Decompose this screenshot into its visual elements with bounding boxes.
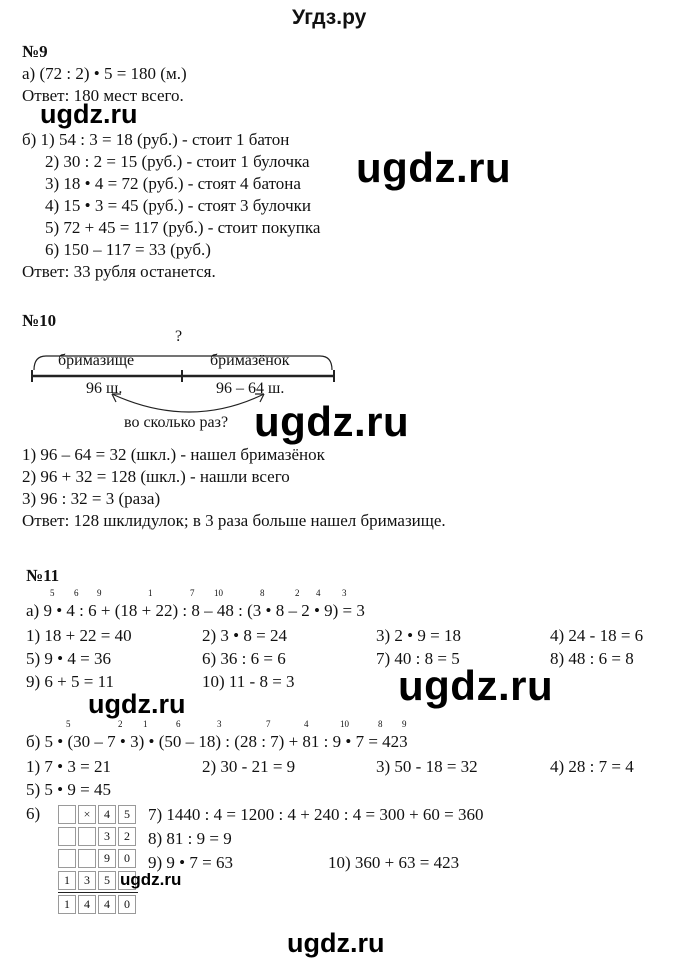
order-number: 9: [97, 588, 102, 598]
grid-cell: 2: [118, 827, 136, 846]
grid-cell: 4: [98, 895, 116, 914]
grid-cell: 4: [98, 805, 116, 824]
task9-title: №9: [22, 42, 48, 61]
site-header: Угдз.ру: [292, 6, 367, 29]
step: 2) 30 - 21 = 9: [202, 757, 296, 776]
step: 10) 11 - 8 = 3: [202, 672, 295, 691]
order-number: 3: [342, 588, 347, 598]
step: 8) 81 : 9 = 9: [148, 829, 232, 848]
order-number: 1: [148, 588, 153, 598]
step: 3) 50 - 18 = 32: [376, 757, 478, 776]
step: 2) 3 • 8 = 24: [202, 626, 287, 645]
watermark: ugdz.ru: [40, 99, 138, 129]
step: 9) 6 + 5 = 11: [26, 672, 114, 691]
grid-cell: [58, 827, 76, 846]
watermark: ugdz.ru: [120, 870, 182, 889]
grid-cell: ×: [78, 805, 96, 824]
order-number: 4: [316, 588, 321, 598]
task11-title: №11: [26, 566, 60, 585]
order-number: 6: [74, 588, 79, 598]
step: 6) 36 : 6 = 6: [202, 649, 286, 668]
grid-cell: [58, 805, 76, 824]
diagram-right-value: 96 – 64 ш.: [216, 380, 285, 397]
order-number: 10: [340, 719, 349, 729]
step: 9) 9 • 7 = 63: [148, 853, 233, 872]
grid-cell: 0: [118, 849, 136, 868]
task10-line: 1) 96 – 64 = 32 (шкл.) - нашел бримазёнок: [22, 445, 325, 464]
step: 1) 7 • 3 = 21: [26, 757, 111, 776]
diagram-arrow-label: во сколько раз?: [124, 414, 229, 431]
order-number: 10: [214, 588, 223, 598]
grid-cell: 1: [58, 871, 76, 890]
grid-cell: [58, 849, 76, 868]
task9-line: б) 1) 54 : 3 = 18 (руб.) - стоит 1 батон: [22, 130, 290, 149]
grid-cell: [78, 849, 96, 868]
task9-line: 2) 30 : 2 = 15 (руб.) - стоит 1 булочка: [45, 152, 310, 171]
diagram-left-value: 96 ш.: [86, 380, 123, 397]
step: 5) 9 • 4 = 36: [26, 649, 111, 668]
multiplication-grid: [58, 805, 140, 917]
order-number: 5: [66, 719, 71, 729]
grid-cell: 4: [78, 895, 96, 914]
grid-cell: 1: [58, 895, 76, 914]
grid-cell: 5: [118, 805, 136, 824]
order-number: 8: [378, 719, 383, 729]
task10-title: №10: [22, 311, 57, 330]
task9-answer: Ответ: 33 рубля останется.: [22, 262, 216, 281]
task11-expression-b: б) 5 • (30 – 7 • 3) • (50 – 18) : (28 : 7) + 81 : 9 • 7 = 423: [26, 732, 408, 751]
step: 4) 24 - 18 = 6: [550, 626, 644, 645]
grid-cell: 5: [98, 871, 116, 890]
step: 5) 5 • 9 = 45: [26, 780, 111, 799]
order-number: 8: [260, 588, 265, 598]
order-number: 7: [266, 719, 271, 729]
order-number: 6: [176, 719, 181, 729]
order-number: 7: [190, 588, 195, 598]
task9-line: 3) 18 • 4 = 72 (руб.) - стоят 4 батона: [45, 174, 301, 193]
task11-expression-a: а) 9 • 4 : 6 + (18 + 22) : 8 – 48 : (3 • 8 – 2 • 9) = 3: [26, 601, 365, 620]
step: 10) 360 + 63 = 423: [328, 853, 460, 872]
order-number: 2: [295, 588, 300, 598]
watermark: ugdz.ru: [287, 928, 385, 958]
step: 7) 40 : 8 = 5: [376, 649, 460, 668]
watermark: ugdz.ru: [88, 689, 186, 719]
grid-cell: 9: [98, 849, 116, 868]
task10-answer: Ответ: 128 шклидулок; в 3 раза больше нашел бримазище.: [22, 511, 446, 530]
step: 3) 2 • 9 = 18: [376, 626, 461, 645]
task9-line: Ответ: 180 мест всего.: [22, 86, 184, 105]
order-number: 5: [50, 588, 55, 598]
order-number: 2: [118, 719, 123, 729]
watermark: ugdz.ru: [356, 144, 512, 191]
diagram-right-label: бримазёнок: [210, 352, 290, 369]
order-number: 1: [143, 719, 148, 729]
task10-line: 2) 96 + 32 = 128 (шкл.) - нашли всего: [22, 467, 290, 486]
step: 7) 1440 : 4 = 1200 : 4 + 240 : 4 = 300 + 60 = 360: [148, 805, 484, 824]
order-number: 4: [304, 719, 309, 729]
grid-cell: 3: [98, 827, 116, 846]
grid-cell: 0: [118, 895, 136, 914]
task9-line: 6) 150 – 117 = 33 (руб.): [45, 240, 211, 259]
watermark: ugdz.ru: [398, 662, 554, 709]
order-number: 3: [217, 719, 222, 729]
task10-line: 3) 96 : 32 = 3 (раза): [22, 489, 161, 508]
step: 4) 28 : 7 = 4: [550, 757, 634, 776]
watermark: ugdz.ru: [254, 398, 410, 445]
diagram-question: ?: [175, 328, 183, 345]
order-number: 9: [402, 719, 407, 729]
step: 1) 18 + 22 = 40: [26, 626, 132, 645]
grid-cell: 3: [78, 871, 96, 890]
grid-cell: [78, 827, 96, 846]
diagram-left-label: бримазище: [58, 352, 135, 369]
sum-rule: [58, 892, 138, 893]
step-six-label: 6): [26, 804, 41, 823]
task9-line: а) (72 : 2) • 5 = 180 (м.): [22, 64, 187, 83]
task9-line: 5) 72 + 45 = 117 (руб.) - стоит покупка: [45, 218, 321, 237]
step: 8) 48 : 6 = 8: [550, 649, 634, 668]
task9-line: 4) 15 • 3 = 45 (руб.) - стоят 3 булочки: [45, 196, 312, 215]
